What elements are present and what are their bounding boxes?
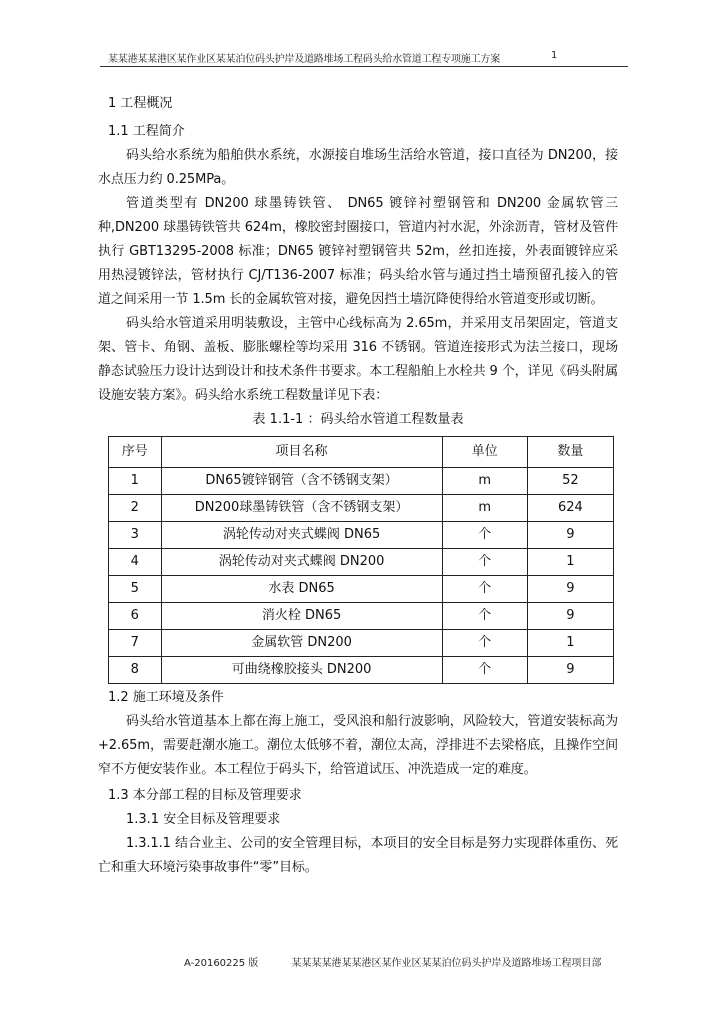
cell-qty: 9 (527, 576, 613, 603)
document-body (98, 92, 618, 880)
cell-qty: 1 (527, 549, 613, 576)
cell-no: 8 (109, 657, 162, 684)
cell-name: 水表 DN65 (161, 576, 442, 603)
cell-unit: 个 (442, 603, 527, 630)
cell-qty: 624 (527, 495, 613, 522)
footer-version: A-20160225 版 (184, 958, 259, 969)
cell-qty: 52 (527, 468, 613, 495)
cell-unit: 个 (442, 657, 527, 684)
header-divider (100, 66, 628, 67)
header-cell-no: 序号 (109, 437, 162, 468)
header-cell-name: 项目名称 (161, 437, 442, 468)
cell-unit: 个 (442, 630, 527, 657)
footer-company: 某某某某港某某港区某作业区某某泊位码头护岸及道路堆场工程项目部 (291, 958, 602, 969)
table-row (109, 468, 614, 495)
table-row (109, 495, 614, 522)
header-cell-qty: 数量 (527, 437, 613, 468)
section-1-heading: 1 工程概况 (108, 96, 173, 111)
table-row (109, 657, 614, 684)
cell-unit: 个 (442, 522, 527, 549)
section-1-2-heading: 1.2 施工环境及条件 (108, 690, 224, 705)
table-row (109, 603, 614, 630)
cell-qty: 9 (527, 603, 613, 630)
section-1-3-1-heading: 1.3.1 安全目标及管理要求 (126, 812, 281, 827)
cell-unit: 个 (442, 576, 527, 603)
paragraph-water-system: 码头给水系统为船舶供水系统，水源接自堆场生活给水管道，接口直径为 DN200，接水点压力约 0.25MPa。 (98, 148, 618, 187)
cell-name: DN200球墨铸铁管（含不锈钢支架） (161, 495, 442, 522)
cell-no: 7 (109, 630, 162, 657)
quantity-table (108, 436, 614, 684)
cell-name: DN65镀锌钢管（含不锈钢支架） (161, 468, 442, 495)
cell-name: 金属软管 DN200 (161, 630, 442, 657)
cell-name: 涡轮传动对夹式蝶阀 DN200 (161, 549, 442, 576)
cell-no: 3 (109, 522, 162, 549)
section-1-1-heading: 1.1 工程简介 (108, 124, 185, 139)
paragraph-safety-goal: 1.3.1.1 结合业主、公司的安全管理目标，本项目的安全目标是努力实现群体重伤、死亡和重大环境污染事故事件“零”目标。 (98, 836, 618, 875)
cell-no: 6 (109, 603, 162, 630)
cell-name: 可曲绕橡胶接头 DN200 (161, 657, 442, 684)
cell-unit: m (442, 468, 527, 495)
cell-no: 1 (109, 468, 162, 495)
page-number: 1 (551, 50, 558, 61)
table-row (109, 630, 614, 657)
cell-qty: 9 (527, 657, 613, 684)
paragraph-pipe-types: 管道类型有 DN200 球墨铸铁管、 DN65 镀锌衬塑钢管和 DN200 金属软管三种,DN200 球墨铸铁管共 624m，橡胶密封圈接口，管道内衬水泥，外涂沥青，管材及管件执行 GBT13295-2008 标准；DN65 镀锌衬塑钢管共 52m，丝扣连接，外表面镀锌应采用热浸镀锌法，管材执行 CJ/T136-2007 标准；码头给水管与通过挡土墙预留孔接入的管道之间采用一节 1.5m 长的金属软管对接，避免因挡土墙沉降使得给水管道变形或切断。 (98, 196, 618, 307)
cell-unit: 个 (442, 549, 527, 576)
cell-unit: m (442, 495, 527, 522)
section-1-3-heading: 1.3 本分部工程的目标及管理要求 (108, 788, 302, 803)
table-row (109, 549, 614, 576)
cell-name: 消火栓 DN65 (161, 603, 442, 630)
page-footer (184, 954, 632, 969)
cell-name: 涡轮传动对夹式蝶阀 DN65 (161, 522, 442, 549)
table-row (109, 522, 614, 549)
table-row (109, 576, 614, 603)
cell-no: 4 (109, 549, 162, 576)
cell-qty: 9 (527, 522, 613, 549)
header-cell-unit: 单位 (442, 437, 527, 468)
paragraph-construction-conditions: 码头给水管道基本上都在海上施工，受风浪和船行波影响，风险较大，管道安装标高为 +2.65m，需要赶潮水施工。潮位太低够不着，潮位太高，浮排进不去梁格底，且操作空间窄不方便安装作业。本工程位于码头下，给管道试压、冲洗造成一定的难度。 (98, 714, 618, 777)
cell-qty: 1 (527, 630, 613, 657)
table-header-row (109, 437, 614, 468)
paragraph-installation: 码头给水管道采用明装敷设，主管中心线标高为 2.65m，并采用支吊架固定，管道支架、管卡、角钢、盖板、膨胀螺栓等均采用 316 不锈钢。管道连接形式为法兰接口，现场静态试验压力设计达到设计和技术条件书要求。本工程船舶上水栓共 9 个，详见《码头附属设施安装方案》。码头给水系统工程数量详见下表： (98, 316, 618, 403)
table-caption: 表 1.1-1 ：码头给水管道工程数量表 (252, 412, 464, 427)
cell-no: 2 (109, 495, 162, 522)
page-header-title: 某某港某某港区某作业区某某泊位码头护岸及道路堆场工程码头给水管道工程专项施工方案 (108, 54, 500, 65)
cell-no: 5 (109, 576, 162, 603)
